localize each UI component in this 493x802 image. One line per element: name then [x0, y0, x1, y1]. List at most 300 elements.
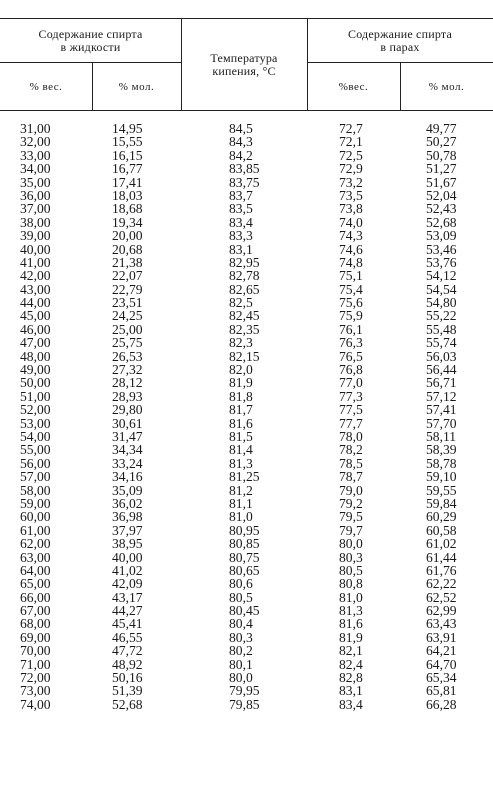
vapor-weight-cell: 73,5: [339, 187, 363, 203]
liquid-weight-cell: 32,00: [20, 134, 51, 150]
vapor-weight-cell: 79,2: [339, 495, 363, 511]
liquid-weight-cell: 66,00: [20, 589, 51, 605]
liquid-mole-cell: 27,32: [112, 362, 143, 378]
row-cells: [0, 417, 493, 430]
row-cells: [0, 350, 493, 363]
table-row: [0, 189, 493, 202]
table-row: [0, 577, 493, 590]
liquid-mole-cell: 20,00: [112, 228, 143, 244]
liquid-weight-cell: 33,00: [20, 147, 51, 163]
row-cells: [0, 551, 493, 564]
vapor-mole-cell: 50,78: [426, 147, 457, 163]
boiling-point-cell: 83,4: [229, 214, 253, 230]
vapor-mole-cell: 52,04: [426, 187, 457, 203]
liquid-weight-cell: 67,00: [20, 603, 51, 619]
table-row: [0, 309, 493, 322]
boiling-point-cell: 80,2: [229, 643, 253, 659]
vapor-mole-cell: 52,43: [426, 201, 457, 217]
liquid-weight-cell: 56,00: [20, 455, 51, 471]
liquid-weight-cell: 44,00: [20, 295, 51, 311]
liquid-weight-cell: 70,00: [20, 643, 51, 659]
vapor-mole-cell: 63,43: [426, 616, 457, 632]
liquid-mole-cell: 36,02: [112, 495, 143, 511]
liquid-mole-subheader: % мол.: [118, 81, 155, 93]
table-row: [0, 698, 493, 711]
vapor-mole-cell: 62,22: [426, 576, 457, 592]
liquid-mole-cell: 43,17: [112, 589, 143, 605]
row-cells: [0, 497, 493, 510]
liquid-group-header: Содержание спирта в жидкости: [38, 27, 143, 54]
row-cells: [0, 510, 493, 523]
liquid-mole-cell: 48,92: [112, 656, 143, 672]
boiling-point-header: Температура кипения, °С: [210, 51, 278, 78]
liquid-mole-cell: 37,97: [112, 522, 143, 538]
vapor-weight-cell: 72,1: [339, 134, 363, 150]
boiling-point-cell: 83,5: [229, 201, 253, 217]
boiling-point-cell: 81,25: [229, 469, 260, 485]
liquid-weight-subheader: % вес.: [29, 81, 63, 93]
table-row: [0, 390, 493, 403]
liquid-weight-cell: 35,00: [20, 174, 51, 190]
boiling-point-cell: 82,45: [229, 308, 260, 324]
row-cells: [0, 564, 493, 577]
liquid-mole-cell: 22,07: [112, 268, 143, 284]
liquid-weight-cell: 65,00: [20, 576, 51, 592]
table-row: [0, 470, 493, 483]
boiling-point-cell: 80,75: [229, 549, 260, 565]
header-bottom-rule: [0, 110, 493, 111]
table-row: [0, 631, 493, 644]
row-cells: [0, 216, 493, 229]
table-row: [0, 644, 493, 657]
table-row: [0, 658, 493, 671]
vapor-weight-cell: 80,0: [339, 536, 363, 552]
boiling-point-cell: 79,95: [229, 683, 260, 699]
row-cells: [0, 189, 493, 202]
vapor-group-header: Содержание спирта в парах: [347, 27, 452, 54]
table-row: [0, 684, 493, 697]
liquid-weight-cell: 59,00: [20, 495, 51, 511]
vapor-mole-cell: 57,41: [426, 402, 457, 418]
vapor-weight-cell: 75,6: [339, 295, 363, 311]
table-row: [0, 671, 493, 684]
table-row: [0, 564, 493, 577]
vapor-mole-cell: 60,29: [426, 509, 457, 525]
vapor-weight-cell: 80,3: [339, 549, 363, 565]
table-row: [0, 135, 493, 148]
vapor-mole-cell: 65,81: [426, 683, 457, 699]
row-cells: [0, 296, 493, 309]
liquid-weight-cell: 55,00: [20, 442, 51, 458]
liquid-weight-cell: 49,00: [20, 362, 51, 378]
liquid-weight-cell: 73,00: [20, 683, 51, 699]
liquid-weight-cell: 74,00: [20, 696, 51, 712]
vapor-weight-cell: 73,8: [339, 201, 363, 217]
boiling-point-cell: 82,65: [229, 281, 260, 297]
vapor-mole-cell: 55,48: [426, 321, 457, 337]
boiling-point-cell: 83,75: [229, 174, 260, 190]
vapor-weight-cell: 76,3: [339, 335, 363, 351]
liquid-mole-cell: 20,68: [112, 241, 143, 257]
boiling-point-cell: 80,1: [229, 656, 253, 672]
liquid-mole-cell: 34,16: [112, 469, 143, 485]
row-cells: [0, 658, 493, 671]
vapor-mole-cell: 59,10: [426, 469, 457, 485]
vapor-mole-cell: 54,12: [426, 268, 457, 284]
row-cells: [0, 577, 493, 590]
row-cells: [0, 176, 493, 189]
liquid-weight-cell: 43,00: [20, 281, 51, 297]
liquid-weight-cell: 57,00: [20, 469, 51, 485]
vapor-mole-cell: 53,46: [426, 241, 457, 257]
table-row: [0, 524, 493, 537]
row-cells: [0, 457, 493, 470]
vapor-mole-cell: 59,55: [426, 482, 457, 498]
row-cells: [0, 644, 493, 657]
vapor-weight-cell: 78,0: [339, 428, 363, 444]
vapor-weight-cell: 77,7: [339, 415, 363, 431]
boiling-point-cell: 80,45: [229, 603, 260, 619]
vapor-mole-cell: 64,21: [426, 643, 457, 659]
table-row: [0, 443, 493, 456]
vapor-mole-cell: 57,12: [426, 388, 457, 404]
table-row: [0, 162, 493, 175]
table-row: [0, 350, 493, 363]
vapor-weight-cell: 72,9: [339, 161, 363, 177]
table-row: [0, 457, 493, 470]
vapor-weight-cell: 77,0: [339, 375, 363, 391]
table-row: [0, 403, 493, 416]
table-row: [0, 363, 493, 376]
vapor-weight-cell: 74,3: [339, 228, 363, 244]
liquid-weight-cell: 34,00: [20, 161, 51, 177]
boiling-point-cell: 81,4: [229, 442, 253, 458]
boiling-point-cell: 81,0: [229, 509, 253, 525]
row-cells: [0, 269, 493, 282]
vapor-mole-cell: 53,76: [426, 254, 457, 270]
row-cells: [0, 671, 493, 684]
vapor-mole-cell: 56,44: [426, 362, 457, 378]
vapor-mole-cell: 64,70: [426, 656, 457, 672]
table-row: [0, 617, 493, 630]
boiling-point-cell: 80,85: [229, 536, 260, 552]
row-cells: [0, 162, 493, 175]
boiling-point-cell: 81,5: [229, 428, 253, 444]
vapor-mole-cell: 61,76: [426, 562, 457, 578]
liquid-weight-cell: 71,00: [20, 656, 51, 672]
vapor-weight-cell: 74,6: [339, 241, 363, 257]
table-row: [0, 510, 493, 523]
row-cells: [0, 135, 493, 148]
group-underline: [307, 62, 493, 63]
vapor-weight-cell: 77,3: [339, 388, 363, 404]
boiling-point-cell: 82,5: [229, 295, 253, 311]
row-cells: [0, 684, 493, 697]
liquid-weight-cell: 38,00: [20, 214, 51, 230]
vapor-mole-cell: 63,91: [426, 629, 457, 645]
vapor-mole-cell: 55,74: [426, 335, 457, 351]
vapor-weight-subheader: %вес.: [338, 81, 369, 93]
vapor-weight-cell: 81,9: [339, 629, 363, 645]
vapor-weight-cell: 78,7: [339, 469, 363, 485]
row-cells: [0, 309, 493, 322]
table-row: [0, 296, 493, 309]
liquid-mole-cell: 33,24: [112, 455, 143, 471]
liquid-mole-cell: 36,98: [112, 509, 143, 525]
liquid-weight-cell: 68,00: [20, 616, 51, 632]
vapor-weight-cell: 72,7: [339, 121, 363, 136]
liquid-mole-cell: 35,09: [112, 482, 143, 498]
boiling-point-cell: 82,3: [229, 335, 253, 351]
vapor-weight-cell: 81,6: [339, 616, 363, 632]
boiling-point-cell: 80,4: [229, 616, 253, 632]
boiling-point-cell: 83,85: [229, 161, 260, 177]
row-cells: [0, 591, 493, 604]
liquid-mole-cell: 34,34: [112, 442, 143, 458]
row-cells: [0, 470, 493, 483]
boiling-point-cell: 82,35: [229, 321, 260, 337]
boiling-point-cell: 84,2: [229, 147, 253, 163]
liquid-weight-cell: 60,00: [20, 509, 51, 525]
row-cells: [0, 524, 493, 537]
table-row: [0, 484, 493, 497]
group-underline: [0, 62, 181, 63]
vapor-mole-cell: 59,84: [426, 495, 457, 511]
boiling-point-cell: 81,3: [229, 455, 253, 471]
vapor-mole-cell: 51,27: [426, 161, 457, 177]
row-cells: [0, 631, 493, 644]
row-cells: [0, 430, 493, 443]
table-row: [0, 551, 493, 564]
boiling-point-cell: 80,0: [229, 670, 253, 686]
liquid-mole-cell: 24,25: [112, 308, 143, 324]
liquid-weight-cell: 62,00: [20, 536, 51, 552]
vapor-weight-cell: 75,1: [339, 268, 363, 284]
vapor-weight-cell: 76,1: [339, 321, 363, 337]
liquid-mole-cell: 42,09: [112, 576, 143, 592]
vapor-mole-cell: 61,44: [426, 549, 457, 565]
boiling-point-cell: 84,5: [229, 121, 253, 136]
vapor-weight-cell: 76,5: [339, 348, 363, 364]
table-row: [0, 336, 493, 349]
liquid-mole-cell: 44,27: [112, 603, 143, 619]
table-row: [0, 604, 493, 617]
row-cells: [0, 484, 493, 497]
row-cells: [0, 256, 493, 269]
vapor-weight-cell: 78,2: [339, 442, 363, 458]
table-row: [0, 323, 493, 336]
liquid-weight-cell: 54,00: [20, 428, 51, 444]
vapor-mole-cell: 62,99: [426, 603, 457, 619]
row-cells: [0, 604, 493, 617]
liquid-weight-cell: 48,00: [20, 348, 51, 364]
vapor-weight-cell: 79,7: [339, 522, 363, 538]
table-row: [0, 417, 493, 430]
boiling-point-cell: 79,85: [229, 696, 260, 712]
row-cells: [0, 149, 493, 162]
vapor-weight-cell: 75,4: [339, 281, 363, 297]
liquid-mole-cell: 18,68: [112, 201, 143, 217]
boiling-point-cell: 80,5: [229, 589, 253, 605]
vapor-mole-cell: 56,71: [426, 375, 457, 391]
vapor-weight-cell: 81,3: [339, 603, 363, 619]
liquid-weight-cell: 63,00: [20, 549, 51, 565]
liquid-mole-cell: 21,38: [112, 254, 143, 270]
liquid-mole-cell: 51,39: [112, 683, 143, 699]
vapor-weight-cell: 80,8: [339, 576, 363, 592]
liquid-weight-cell: 53,00: [20, 415, 51, 431]
row-cells: [0, 323, 493, 336]
vapor-mole-cell: 52,68: [426, 214, 457, 230]
liquid-mole-cell: 16,77: [112, 161, 143, 177]
liquid-weight-cell: 51,00: [20, 388, 51, 404]
liquid-mole-cell: 18,03: [112, 187, 143, 203]
liquid-mole-cell: 15,55: [112, 134, 143, 150]
liquid-mole-cell: 41,02: [112, 562, 143, 578]
liquid-weight-cell: 47,00: [20, 335, 51, 351]
row-cells: [0, 698, 493, 711]
vapor-mole-cell: 56,03: [426, 348, 457, 364]
vapor-mole-cell: 53,09: [426, 228, 457, 244]
liquid-mole-cell: 52,68: [112, 696, 143, 712]
liquid-weight-cell: 40,00: [20, 241, 51, 257]
liquid-mole-cell: 45,41: [112, 616, 143, 632]
liquid-weight-cell: 64,00: [20, 562, 51, 578]
table-row: [0, 229, 493, 242]
row-cells: [0, 229, 493, 242]
boiling-point-cell: 83,3: [229, 228, 253, 244]
row-cells: [0, 537, 493, 550]
liquid-weight-cell: 37,00: [20, 201, 51, 217]
vapor-weight-cell: 75,9: [339, 308, 363, 324]
boiling-point-cell: 82,15: [229, 348, 260, 364]
liquid-weight-cell: 46,00: [20, 321, 51, 337]
boiling-point-cell: 80,3: [229, 629, 253, 645]
table-top-rule: [0, 18, 493, 19]
boiling-point-cell: 82,78: [229, 268, 260, 284]
liquid-mole-cell: 38,95: [112, 536, 143, 552]
vapor-mole-cell: 58,39: [426, 442, 457, 458]
vapor-weight-cell: 82,1: [339, 643, 363, 659]
vapor-weight-cell: 82,8: [339, 670, 363, 686]
vapor-mole-cell: 61,02: [426, 536, 457, 552]
vapor-weight-cell: 73,2: [339, 174, 363, 190]
vapor-weight-cell: 79,0: [339, 482, 363, 498]
row-cells: [0, 243, 493, 256]
vapor-weight-cell: 83,4: [339, 696, 363, 712]
row-cells: [0, 336, 493, 349]
boiling-point-cell: 84,3: [229, 134, 253, 150]
liquid-weight-cell: 42,00: [20, 268, 51, 284]
vapor-weight-cell: 74,0: [339, 214, 363, 230]
table-row: [0, 149, 493, 162]
liquid-mole-cell: 50,16: [112, 670, 143, 686]
table-row: [0, 243, 493, 256]
liquid-mole-cell: 31,47: [112, 428, 143, 444]
row-cells: [0, 202, 493, 215]
vapor-mole-cell: 51,67: [426, 174, 457, 190]
table-row: [0, 537, 493, 550]
vapor-mole-cell: 58,78: [426, 455, 457, 471]
boiling-point-cell: 83,1: [229, 241, 253, 257]
liquid-weight-cell: 72,00: [20, 670, 51, 686]
row-cells: [0, 443, 493, 456]
liquid-mole-cell: 30,61: [112, 415, 143, 431]
boiling-point-cell: 81,1: [229, 495, 253, 511]
vapor-mole-cell: 55,22: [426, 308, 457, 324]
liquid-mole-cell: 22,79: [112, 281, 143, 297]
liquid-mole-cell: 47,72: [112, 643, 143, 659]
vapor-weight-cell: 82,4: [339, 656, 363, 672]
liquid-weight-cell: 36,00: [20, 187, 51, 203]
liquid-mole-cell: 17,41: [112, 174, 143, 190]
row-cells: [0, 390, 493, 403]
table-row: [0, 256, 493, 269]
liquid-weight-cell: 39,00: [20, 228, 51, 244]
row-cells: [0, 403, 493, 416]
vapor-mole-cell: 50,27: [426, 134, 457, 150]
row-cells: [0, 283, 493, 296]
table-body: [0, 122, 493, 711]
table-row: [0, 216, 493, 229]
boiling-point-cell: 81,8: [229, 388, 253, 404]
liquid-weight-cell: 58,00: [20, 482, 51, 498]
liquid-mole-cell: 25,00: [112, 321, 143, 337]
vapor-mole-cell: 58,11: [426, 428, 457, 444]
liquid-weight-cell: 31,00: [20, 121, 51, 136]
liquid-mole-cell: 25,75: [112, 335, 143, 351]
vapor-weight-cell: 79,5: [339, 509, 363, 525]
liquid-mole-cell: 19,34: [112, 214, 143, 230]
row-cells: [0, 376, 493, 389]
row-cells: [0, 122, 493, 135]
boiling-point-cell: 81,9: [229, 375, 253, 391]
vapor-mole-cell: 65,34: [426, 670, 457, 686]
vapor-weight-cell: 78,5: [339, 455, 363, 471]
vapor-mole-subheader: % мол.: [428, 81, 465, 93]
boiling-point-cell: 80,95: [229, 522, 260, 538]
liquid-mole-cell: 29,80: [112, 402, 143, 418]
boiling-point-cell: 81,2: [229, 482, 253, 498]
vapor-mole-cell: 49,77: [426, 121, 457, 136]
liquid-mole-cell: 40,00: [112, 549, 143, 565]
vapor-weight-cell: 83,1: [339, 683, 363, 699]
vapor-mole-cell: 57,70: [426, 415, 457, 431]
boiling-point-cell: 81,6: [229, 415, 253, 431]
boiling-point-cell: 81,7: [229, 402, 253, 418]
liquid-weight-cell: 52,00: [20, 402, 51, 418]
table-row: [0, 202, 493, 215]
vapor-weight-cell: 77,5: [339, 402, 363, 418]
liquid-mole-cell: 28,93: [112, 388, 143, 404]
vapor-mole-cell: 54,80: [426, 295, 457, 311]
table-row: [0, 376, 493, 389]
liquid-mole-cell: 16,15: [112, 147, 143, 163]
liquid-weight-cell: 45,00: [20, 308, 51, 324]
vapor-weight-cell: 81,0: [339, 589, 363, 605]
boiling-point-cell: 82,95: [229, 254, 260, 270]
liquid-mole-cell: 26,53: [112, 348, 143, 364]
row-cells: [0, 363, 493, 376]
vapor-mole-cell: 62,52: [426, 589, 457, 605]
table-row: [0, 176, 493, 189]
boiling-point-cell: 83,7: [229, 187, 253, 203]
vapor-mole-cell: 66,28: [426, 696, 457, 712]
vapor-weight-cell: 72,5: [339, 147, 363, 163]
boiling-point-cell: 80,6: [229, 576, 253, 592]
table-row: [0, 283, 493, 296]
alcohol-content-table: [0, 122, 493, 711]
